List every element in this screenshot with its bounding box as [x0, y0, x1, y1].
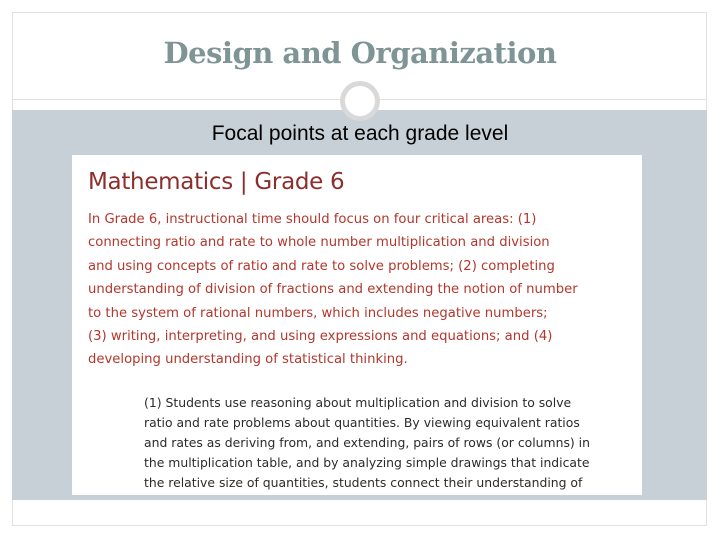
area1-line: and rates as deriving from, and extending, pairs of rows (or columns) in: [144, 435, 590, 450]
intro-line: connecting ratio and rate to whole number multiplication and division: [88, 235, 550, 251]
intro-line: to the system of rational numbers, which includes negative numbers;: [88, 305, 548, 321]
intro-paragraph: [88, 208, 640, 372]
intro-line: developing understanding of statistical thinking.: [88, 352, 408, 368]
intro-line: In Grade 6, instructional time should focus on four critical areas: (1): [88, 212, 537, 227]
slide-subtitle: Focal points at each grade level: [211, 122, 509, 145]
slide-title: Design and Organization: [163, 36, 557, 70]
area1-paragraph: [144, 393, 634, 493]
area1-line: the multiplication table, and by analyzing simple drawings that indicate: [144, 455, 590, 470]
circle-ornament-icon: [340, 81, 380, 121]
intro-line: (3) writing, interpreting, and using expressions and equations; and (4): [88, 329, 553, 345]
document-heading: Mathematics | Grade 6: [88, 169, 345, 195]
intro-line: understanding of division of fractions and extending the notion of number: [88, 282, 578, 298]
area1-line: (1) Students use reasoning about multiplication and division to solve: [144, 395, 572, 410]
area1-line: ratio and rate problems about quantities. By viewing equivalent ratios: [144, 415, 580, 430]
area1-line: the relative size of quantities, students connect their understanding of: [144, 475, 583, 490]
document-image: [72, 155, 642, 495]
intro-line: and using concepts of ratio and rate to solve problems; (2) completing: [88, 258, 555, 274]
